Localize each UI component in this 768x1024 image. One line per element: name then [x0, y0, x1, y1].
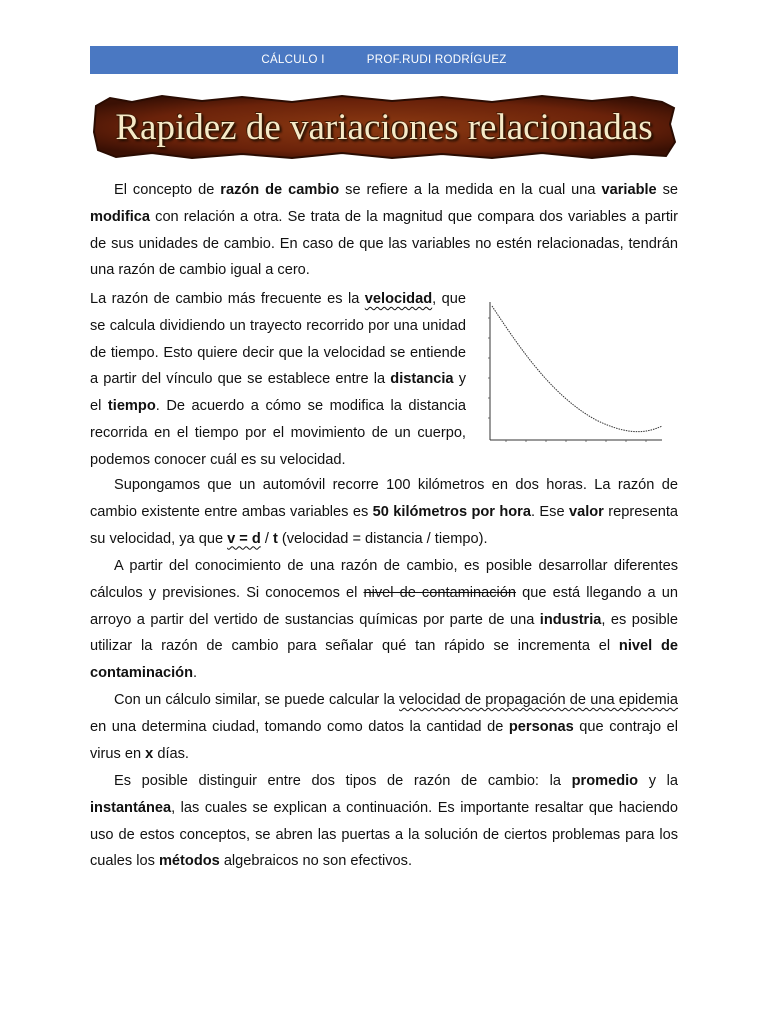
decreasing-curve-plot [486, 298, 664, 444]
curve-graph [486, 298, 664, 444]
banner-title: Rapidez de variaciones relacionadas [115, 106, 653, 148]
professor-label: PROF.RUDI RODRÍGUEZ [366, 54, 507, 66]
paragraph-3: Supongamos que un automóvil recorre 100 kilómetros en dos horas. La razón de cambio existente entre ambas variables es 50 kilómetros por hora. Ese valor representa su velocidad, ya que v = d / t (velocidad = distancia / tiempo). [90, 477, 679, 547]
paragraph-4: A partir del conocimiento de una razón de cambio, es posible desarrollar diferentes cálculos y previsiones. Si conocemos el nivel de contaminación que está llegando a un arroyo a partir del vertido de sustancias químicas por parte de una industria, es posible utilizar la razón de cambio para señalar qué tan rápido se incrementa el nivel de contaminación. [90, 558, 679, 682]
paragraph-2: La razón de cambio más frecuente es la velocidad, que se calcula dividiendo un trayecto recorrido por una unidad de tiempo. Esto quiere decir que la velocidad se entiende a partir del vínculo que se establece entre la distancia y el tiempo. De acuerdo a cómo se modifica la distancia recorrida en el tiempo por el movimiento de un cuerpo, podemos conocer cuál es su velocidad. [90, 291, 466, 468]
paragraph-1: El concepto de razón de cambio se refiere a la medida en la cual una variable se modifica con relación a otra. Se trata de la magnitud que compara dos variables a partir de sus unidades de cambio. En caso de que las variables no estén relacionadas, tendrán una razón de cambio igual a cero. [90, 182, 679, 279]
paragraph-6: Es posible distinguir entre dos tipos de razón de cambio: la promedio y la instantánea, las cuales se explican a continuación. Es importante resaltar que haciendo uso de estos conceptos, se abren las puertas a la solución de ciertos problemas para los cuales los métodos algebraicos no son efectivos. [90, 773, 678, 870]
paragraph-5: Con un cálculo similar, se puede calcular la velocidad de propagación de una epidemia en una determina ciudad, tomando como datos la cantidad de personas que contrajo el virus en x días. [90, 692, 679, 762]
page-header [90, 46, 678, 74]
course-label: CÁLCULO I [261, 54, 325, 66]
title-banner [92, 94, 676, 160]
